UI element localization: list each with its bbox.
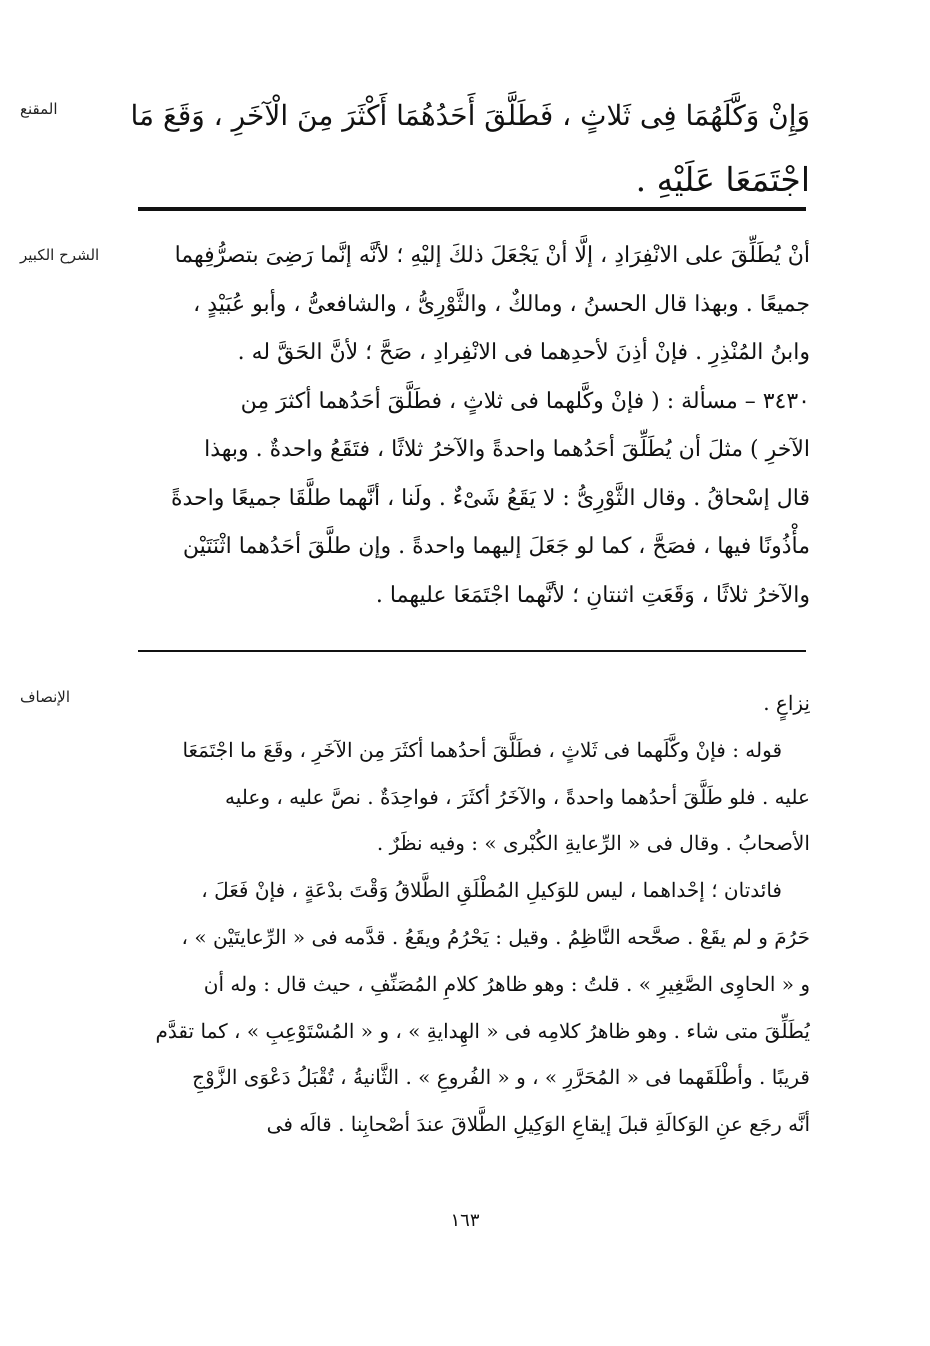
insaf-line: أنَّه رجَع عنِ الوَكالَةِ قبلَ إيقاعِ الوَكِيلِ الطَّلاقَ عندَ أصْحابِنا . قالَه فى — [266, 1112, 810, 1137]
insaf-line: الأصحابُ . وقال فى « الرِّعايةِ الكُبْرى » : وفيه نظَرٌ . — [376, 831, 810, 856]
sharh-line-masala: ٣٤٣٠ – مسألة : ( فإنْ وكَّلهما فى ثلاثٍ ، فطَلَّقَ أحَدُهما أكثرَ مِن — [240, 388, 810, 414]
sharh-line: وابنُ المُنْذِرِ . فإنْ أذِنَ لأحدِهما فى الانْفِرادِ ، صَحَّ ؛ لأنَّ الحَقَّ له . — [237, 340, 810, 365]
sharh-line: أنْ يُطَلِّقَ على الانْفِرَادِ ، إلَّا أنْ يَجْعَلَ ذلكَ إليْهِ ؛ لأنَّه إنَّما رَضِىَ بتصرُّفِهما — [174, 243, 810, 268]
muqni-text — [130, 84, 810, 212]
sharh-line: مأْذُونًا فيها ، فصَحَّ ، كما لو جَعَلَ إليهما واحدةً . وإن طلَّقَ أحَدُهما اثْنَتَيْن — [182, 534, 810, 559]
insaf-line: قوله : فإنْ وكَّلَهما فى ثَلاثٍ ، فطَلَّقَ أحدُهما أكثَرَ مِن الآخَرِ ، وقَعَ ما اجْتَمَعَا — [182, 737, 782, 762]
sharh-text — [130, 232, 810, 620]
section-divider-thin — [138, 650, 806, 652]
label-muqni: المقنع — [20, 100, 58, 118]
insaf-line: حَرُمَ و لم يقَعْ . صحَّحه النَّاظِمُ . وقيل : يَحْرُمُ ويقَعُ . قدَّمه فى « الرِّعايتَيْن » ، — [181, 924, 810, 949]
insaf-line: يُطَلِّقَ متى شاء . وهو ظاهرُ كلامِه فى « الهِدايةِ » ، و « المُسْتَوْعِبِ » ، كما تقدَّم — [155, 1018, 810, 1043]
insaf-text — [130, 680, 810, 1148]
muqni-line: اجْتَمَعَا عَلَيْهِ . — [635, 160, 810, 199]
muqni-line: وَإِنْ وَكَّلَهُمَا فِى ثَلاثٍ ، فَطَلَّقَ أَحَدُهُمَا أَكْثَرَ مِنَ الْآخَرِ ، وَقَعَ مَا — [130, 99, 810, 132]
sharh-line: قال إسْحاقُ . وقال الثَّوْرِىُّ : لا يَقَعُ شَىْءٌ . ولَنا ، أنَّهما طلَّقَا جميعًا واحدةً — [170, 485, 810, 511]
sharh-line: والآخرُ ثلاثًا ، وَقَعَتِ اثنتانِ ؛ لأنَّهما اجْتَمَعَا عليهما . — [375, 582, 810, 608]
insaf-line: و « الحاوِى الصَّغِيرِ » . قلتُ : وهو ظاهرُ كلامِ المُصَنِّفِ ، حيث قال : وله أن — [203, 971, 810, 996]
insaf-line: نِزاعٍ . — [763, 691, 810, 715]
section-divider-thick — [138, 207, 806, 211]
sharh-line: جميعًا . وبهذا قال الحسنُ ، ومالكٌ ، والثَّوْرِىُّ ، والشافعىُّ ، وأبو عُبَيْدٍ ، — [193, 291, 810, 317]
label-insaf: الإنصاف — [20, 688, 71, 706]
page-number: ١٦٣ — [450, 1210, 480, 1231]
insaf-line: عليه . فلو طَلَّقَ أحدُهما واحدةً ، والآخَرُ أكثَرَ ، فواحِدَةٌ . نصَّ عليه ، وعليه — [225, 784, 810, 809]
insaf-line: قريبًا . وأطْلَقَهما فى « المُحَرَّرِ » ، و « الفُروعِ » . الثَّانيةُ ، تُقْبَلُ دَعْوَى الزَّوْجِ — [192, 1065, 810, 1090]
insaf-line-faidatan: فائدتان ؛ إحْداهما ، ليس للوَكيلِ المُطْلَقِ الطَّلاقُ وَقْتَ بدْعَةٍ ، فإنْ فَعَلَ ، — [201, 878, 782, 903]
sharh-line: الآخرِ ) مثلَ أن يُطَلِّقَ أحَدُهما واحدةً والآخرُ ثلاثًا ، فتَقَعُ واحدةٌ . وبهذا — [204, 437, 810, 462]
label-sharh: الشرح الكبير — [20, 246, 100, 264]
